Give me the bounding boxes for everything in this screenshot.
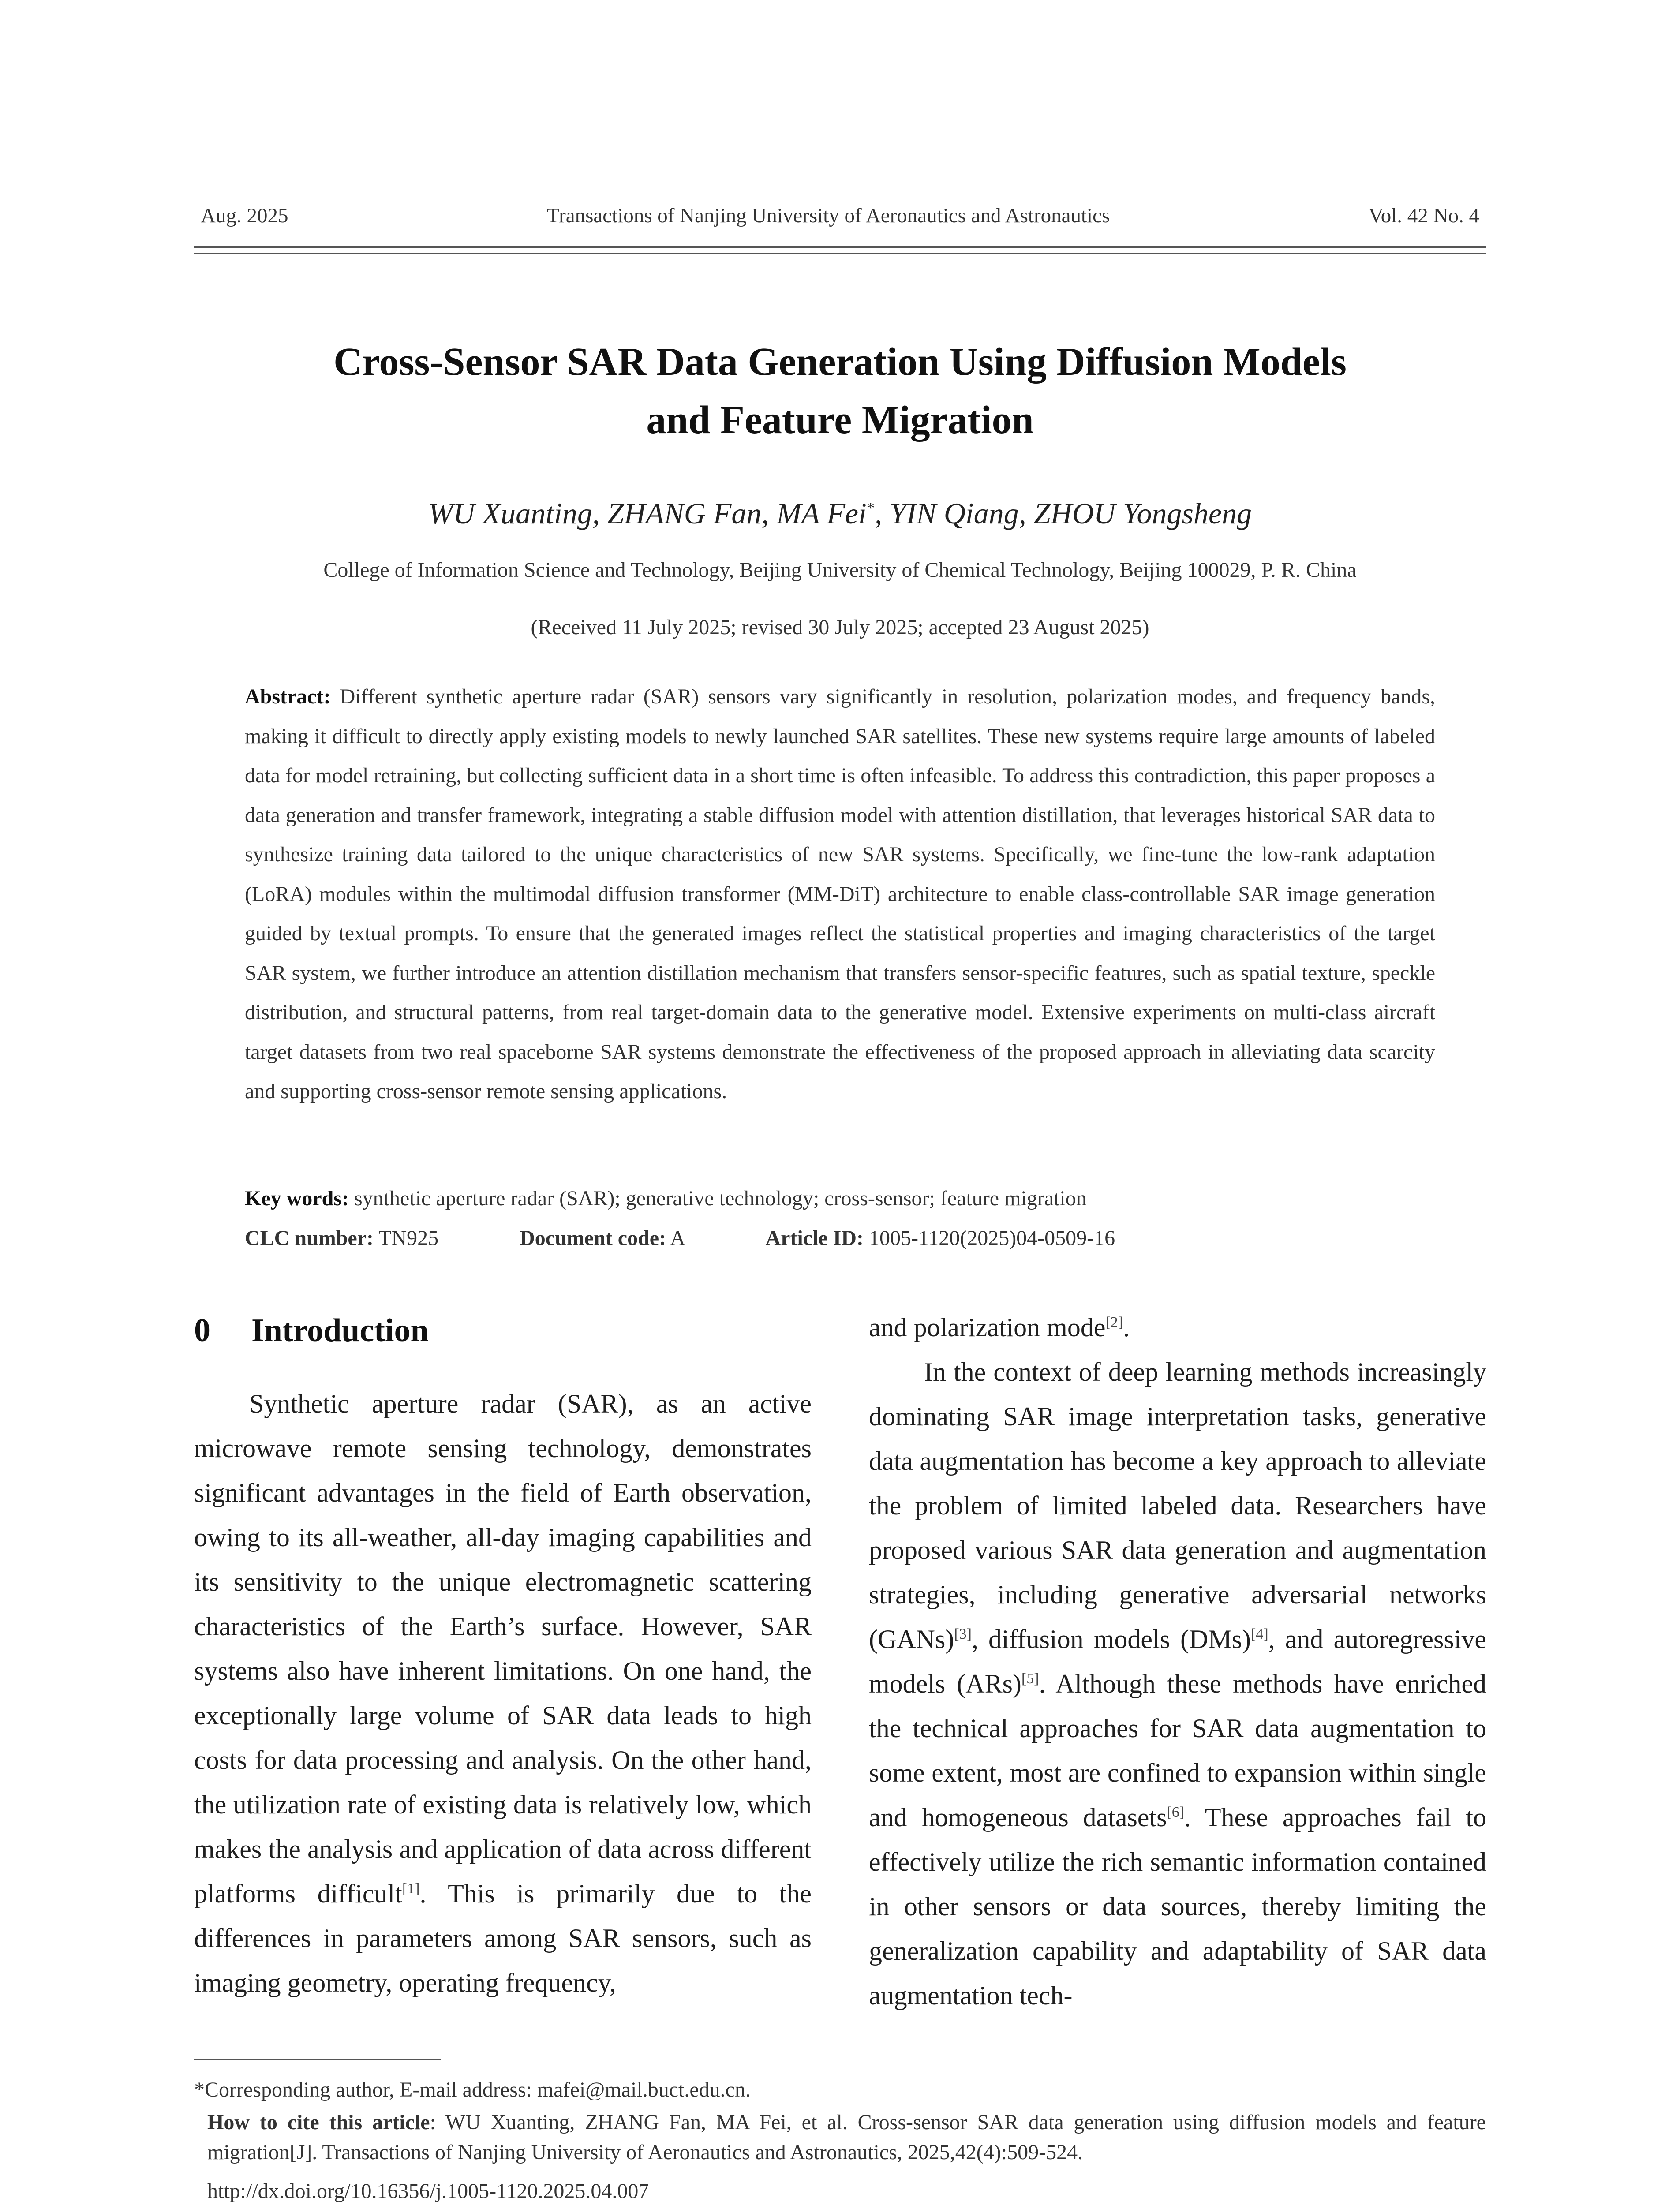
classification-line [245, 1226, 1435, 1250]
corresponding-author-note: *Corresponding author, E-mail address: mafei@mail.buct.edu.cn. [194, 2078, 751, 2101]
keywords [245, 1186, 1435, 1211]
cite-text: : WU Xuanting, ZHANG Fan, MA Fei, et al. Cross-sensor SAR data generation using diffusion models and feature migration[J]. Transactions of Nanjing University of Aeronautics and Astronautics, 2025,42(4):509-524. [207, 2111, 1486, 2164]
paragraph-text: . This is primarily due to the differences in parameters among SAR sensors, such as imaging geometry, operating frequency, [194, 1879, 812, 1997]
abstract [245, 677, 1435, 1111]
affiliation: College of Information Science and Technology, Beijing University of Chemical Technology, Beijing 100029, P. R. China [323, 558, 1357, 582]
paragraph-text: Synthetic aperture radar (SAR), as an active microwave remote sensing technology, demonstrates significant advantages in the field of Earth observation, owing to its all-weather, all-day imaging capabilities and its sensitivity to the unique electromagnetic scattering characteristics of the Earth’s surface. However, SAR systems also have inherent limitations. On one hand, the exceptionally large volume of SAR data leads to high costs for data processing and analysis. On the other hand, the utilization rate of existing data is relatively low, which makes the analysis and application of data across different platforms difficult [194, 1389, 812, 1908]
right-column [869, 1305, 1486, 2018]
author-separator: , [761, 497, 777, 530]
header-rule-top [194, 246, 1486, 248]
paragraph-text: , diffusion models (DMs) [971, 1625, 1251, 1654]
document-code-value: A [670, 1226, 685, 1250]
clc-label: CLC number: [245, 1226, 374, 1250]
header-rule-bottom [194, 253, 1486, 254]
author-name: YIN Qiang [889, 497, 1019, 530]
paragraph-text: . These approaches fail to effectively utilize the rich semantic information contained in other sensors or data sources, thereby limiting the generalization capability and adaptability of SAR data augmentation tech- [869, 1803, 1487, 2010]
abstract-text: Different synthetic aperture radar (SAR) sensors vary significantly in resolution, polarization modes, and frequency bands, making it difficult to directly apply existing models to newly launched SAR satellites. These new systems require large amounts of labeled data for model retraining, but collecting sufficient data in a short time is often infeasible. To address this contradiction, this paper proposes a data generation and transfer framework, integrating a stable diffusion model with attention distillation, that leverages historical SAR data to synthesize training data tailored to the unique characteristics of new SAR systems. Specifically, we fine-tune the low-rank adaptation (LoRA) modules within the multimodal diffusion transformer (MM-DiT) architecture to enable class-controllable SAR image generation guided by textual prompts. To ensure that the generated images reflect the statistical properties and imaging characteristics of the target SAR system, we further introduce an attention distillation mechanism that transfers sensor-specific features, such as spatial texture, speckle distribution, and structural patterns, from real target-domain data to the generative model. Extensive experiments on multi-class aircraft target datasets from two real spaceborne SAR systems demonstrate the effectiveness of the proposed approach in alleviating data scarcity and supporting cross-sensor remote sensing applications. [245, 685, 1436, 1103]
author-separator: , [1018, 497, 1034, 530]
document-code-label: Document code: [520, 1226, 666, 1250]
paragraph-text: , and autoregressive models (ARs) [869, 1625, 1486, 1698]
volume-number: Vol. 42 No. 4 [1368, 204, 1479, 227]
corresponding-author-mark: * [866, 499, 875, 517]
paragraph [194, 1382, 812, 2005]
journal-name: Transactions of Nanjing University of Aeronautics and Astronautics [547, 204, 1110, 227]
section-number: 0 [194, 1312, 210, 1349]
author-separator: , [874, 497, 890, 530]
author-list [176, 496, 1504, 531]
paragraph-text: . Although these methods have enriched the technical approaches for SAR data augmentation to some extent, most are confined to expansion within single and homogeneous datasets [869, 1669, 1487, 1832]
author-name: ZHOU Yongsheng [1033, 497, 1252, 530]
title-line-1: Cross-Sensor SAR Data Generation Using Diffusion Models [333, 340, 1347, 384]
abstract-label: Abstract: [245, 685, 331, 708]
keywords-label: Key words: [245, 1187, 349, 1210]
paper-title [176, 333, 1504, 449]
left-column [194, 1382, 812, 2005]
citation-ref[interactable]: [3] [954, 1626, 972, 1642]
citation-ref[interactable]: [6] [1167, 1804, 1185, 1820]
citation-ref[interactable]: [4] [1251, 1626, 1268, 1642]
title-line-2: and Feature Migration [646, 398, 1034, 442]
author-name: ZHANG Fan [607, 497, 762, 530]
paragraph-text: and polarization mode [869, 1313, 1106, 1342]
keywords-text: synthetic aperture radar (SAR); generative technology; cross-sensor; feature migration [354, 1187, 1087, 1210]
received-dates: (Received 11 July 2025; revised 30 July 2025; accepted 23 August 2025) [531, 616, 1149, 639]
citation-ref[interactable]: [5] [1021, 1671, 1039, 1687]
paragraph-text: In the context of deep learning methods increasingly dominating SAR image interpretation tasks, generative data augmentation has become a key approach to alleviate the problem of limited labeled data. Researchers have proposed various SAR data generation and augmentation strategies, including generative adversarial networks (GANs) [869, 1357, 1486, 1654]
running-head [201, 204, 1479, 228]
author-separator: , [592, 497, 607, 530]
article-id-value: 1005-1120(2025)04-0509-16 [869, 1226, 1115, 1250]
section-heading [194, 1312, 429, 1349]
footnotes [194, 2075, 1486, 2205]
issue-date: Aug. 2025 [201, 204, 288, 227]
author-name: WU Xuanting [428, 497, 592, 530]
section-title: Introduction [251, 1312, 429, 1349]
paragraph-continued [869, 1305, 1486, 1350]
article-id-label: Article ID: [765, 1226, 864, 1250]
citation-ref[interactable]: [1] [402, 1880, 420, 1897]
footnote-rule [194, 2059, 441, 2060]
author-name: MA Fei [776, 497, 867, 530]
citation-ref[interactable]: [2] [1105, 1314, 1123, 1330]
doi-link[interactable]: http://dx.doi.org/10.16356/j.1005-1120.2025.04.007 [207, 2179, 649, 2203]
citation-note [194, 2108, 1486, 2168]
clc-value: TN925 [378, 1226, 439, 1250]
paragraph-text: . [1123, 1313, 1130, 1342]
cite-label: How to cite this article [207, 2111, 430, 2134]
paragraph [869, 1350, 1486, 2018]
